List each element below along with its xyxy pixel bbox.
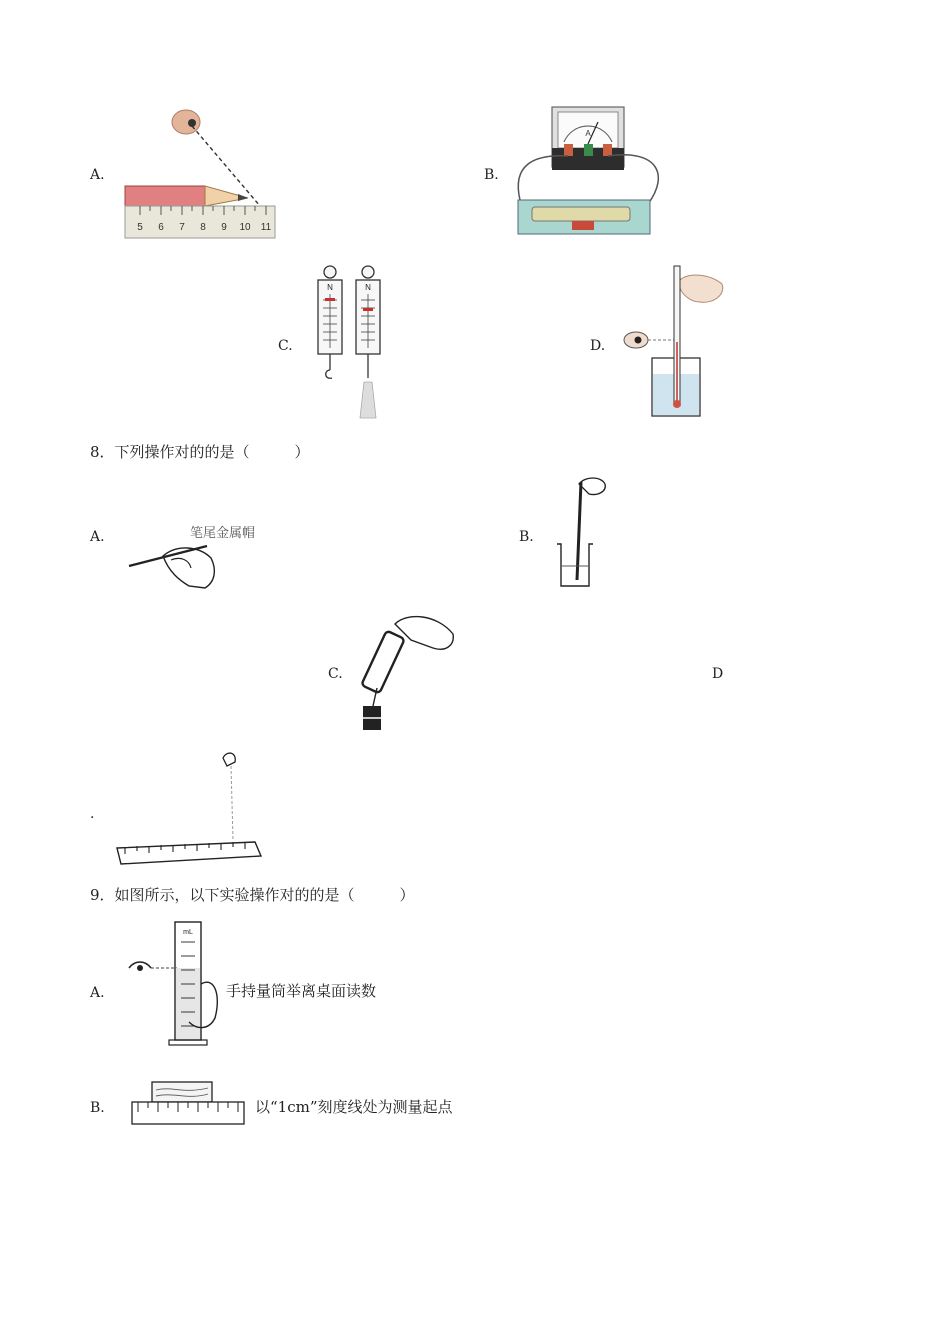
ammeter-unit-label: A xyxy=(585,129,591,138)
ruler-block-figure xyxy=(128,1078,248,1130)
ruler-tick-6: 6 xyxy=(158,222,164,233)
q8-option-d-label: D xyxy=(712,666,724,682)
q9-option-a-text: 手持量筒举离桌面读数 xyxy=(226,982,377,1000)
q8-option-c-label: C. xyxy=(328,666,343,682)
graduated-cylinder-figure xyxy=(125,918,225,1048)
ruler-tick-5: 5 xyxy=(137,222,143,233)
pen-cap-caption: 笔尾金属帽 xyxy=(190,526,256,541)
q9-option-b-text: 以“1cm”刻度线处为测量起点 xyxy=(255,1098,453,1116)
spring-balance-weight-figure xyxy=(355,610,460,732)
spring-scale-unit-left: N xyxy=(327,283,333,292)
question-8-text: 8．下列操作对的的是（ ） xyxy=(90,443,310,461)
thermometer-in-beaker-figure xyxy=(555,474,615,590)
ammeter-circuit-figure xyxy=(512,104,672,240)
test-pen-hand-figure xyxy=(125,538,225,593)
ruler-tick-7: 7 xyxy=(179,222,185,233)
ruler-tick-9: 9 xyxy=(221,222,227,233)
q7-option-a-label: A. xyxy=(90,167,105,183)
ruler-with-pointer-figure xyxy=(115,750,265,868)
spring-scale-unit-right: N xyxy=(365,283,371,292)
q9-option-a-label: A. xyxy=(90,985,105,1001)
q7-option-c-label: C. xyxy=(278,338,293,354)
spring-scales-figure xyxy=(308,262,388,424)
ruler-pencil-figure xyxy=(120,108,280,243)
ruler-tick-11: 11 xyxy=(260,222,272,233)
q8-option-d-label-cont: . xyxy=(90,806,95,822)
q7-option-d-label: D. xyxy=(590,338,606,354)
q7-option-b-label: B. xyxy=(484,167,499,183)
cylinder-unit-label: mL xyxy=(183,929,193,936)
ruler-tick-8: 8 xyxy=(200,222,206,233)
ruler-tick-10: 10 xyxy=(239,222,251,233)
q8-option-b-label: B. xyxy=(519,529,534,545)
thermometer-beaker-figure xyxy=(618,262,728,422)
question-9-text: 9．如图所示，以下实验操作对的的是（ ） xyxy=(90,886,415,904)
q9-option-b-label: B. xyxy=(90,1100,105,1116)
q8-option-a-label: A. xyxy=(90,529,105,545)
